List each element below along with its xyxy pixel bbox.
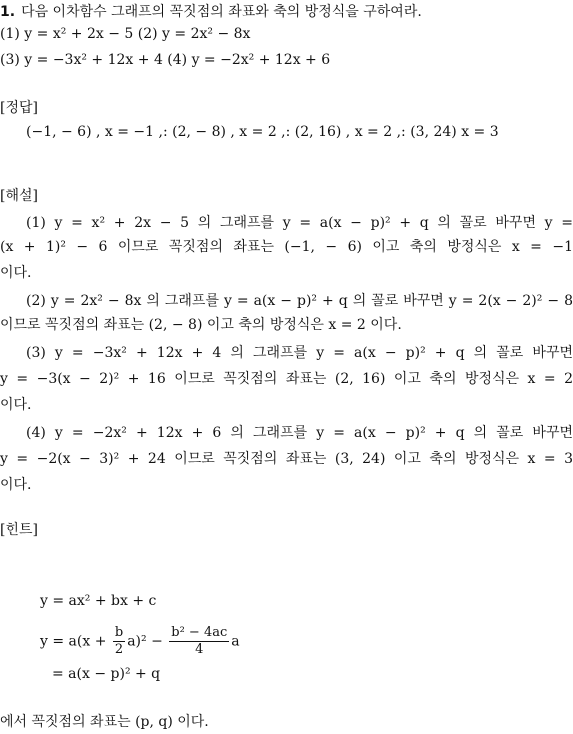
solution-2-line-1: (2) y = 2x² − 8x 의 그래프를 y = a(x − p)² + q 의 꼴로 바꾸면 y = 2(x − 2)² − 8 (26, 293, 573, 309)
problem-number: 1. (0, 4, 16, 20)
solution-4-line-1: (4) y = −2x² + 12x + 6 의 그래프를 y = a(x − p)² + q 의 꼴로 바꾸면 (26, 425, 573, 441)
problem-title-line (0, 2, 422, 22)
problem-line-1: (1) y = x² + 2x − 5 (2) y = 2x² − 8x (0, 26, 251, 42)
solution-1-line-3: 이다. (0, 265, 32, 281)
hint-conclusion: 에서 꼭짓점의 좌표는 (p, q) 이다. (0, 714, 209, 730)
problem-title: 다음 이차함수 그래프의 꼭짓점의 좌표와 축의 방정식을 구하여라. (21, 4, 422, 20)
fraction-b-over-2 (113, 625, 125, 658)
hint-equation-1: y = ax² + bx + c (40, 593, 157, 609)
hint-equation-2 (40, 625, 240, 658)
solution-3-line-1: (3) y = −3x² + 12x + 4 의 그래프를 y = a(x − p)² + q 의 꼴로 바꾸면 (26, 345, 573, 361)
hint-eq2-suffix: a (231, 633, 240, 650)
hint-eq2-mid: a)² − (127, 633, 168, 650)
solution-1-line-1: (1) y = x² + 2x − 5 의 그래프를 y = a(x − p)² + q 의 꼴로 바꾸면 y = (26, 215, 573, 231)
fraction-denominator: 4 (195, 642, 204, 657)
hint-equation-3: = a(x − p)² + q (52, 666, 161, 682)
answer-label: [정답] (0, 100, 38, 116)
hint-eq2-prefix: y = a(x + (40, 633, 111, 650)
problem-line-2: (3) y = −3x² + 12x + 4 (4) y = −2x² + 12x + 6 (0, 52, 331, 68)
solution-3-line-3: 이다. (0, 397, 32, 413)
fraction-discriminant-over-4 (169, 625, 229, 658)
solution-4-line-2: y = −2(x − 3)² + 24 이므로 꼭짓점의 좌표는 (3, 24) 이고 축의 방정식은 x = 3 (0, 451, 573, 467)
solution-label: [해설] (0, 188, 38, 204)
fraction-numerator: b (114, 625, 124, 640)
hint-label: [힌트] (0, 522, 38, 538)
answer-text: (−1, − 6) , x = −1 ,: (2, − 8) , x = 2 ,: (2, 16) , x = 2 ,: (3, 24) x = 3 (26, 124, 499, 140)
solution-1-line-2: (x + 1)² − 6 이므로 꼭짓점의 좌표는 (−1, − 6) 이고 축의 방정식은 x = −1 (0, 239, 573, 255)
solution-4-line-3: 이다. (0, 477, 32, 493)
solution-2-line-2: 이므로 꼭짓점의 좌표는 (2, − 8) 이고 축의 방정식은 x = 2 이다. (0, 317, 402, 333)
fraction-denominator: 2 (114, 642, 124, 657)
solution-3-line-2: y = −3(x − 2)² + 16 이므로 꼭짓점의 좌표는 (2, 16) 이고 축의 방정식은 x = 2 (0, 371, 573, 387)
fraction-numerator: b² − 4ac (171, 625, 228, 640)
